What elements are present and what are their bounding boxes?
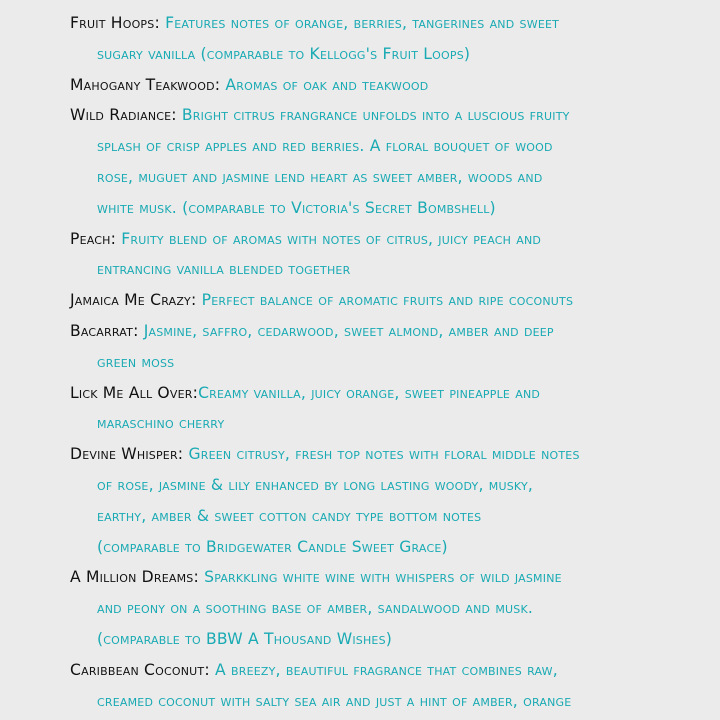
scent-entry-bacarrat — [70, 316, 700, 378]
scent-entry-wild-radiance — [70, 100, 700, 223]
scent-description: Sparkkling white wine with whispers of wild jasmine — [204, 568, 562, 587]
scent-entry-mahogany-teakwood — [70, 70, 700, 101]
scent-description-line: and peony on a soothing base of amber, sandalwood and musk. — [97, 599, 534, 618]
scent-description-line: of rose, jasmine & lily enhanced by long lasting woody, musky, — [97, 475, 534, 494]
scent-name: Fruit Hoops: — [70, 14, 160, 32]
scent-name: A Million Dreams: — [70, 568, 199, 587]
scent-description: Creamy vanilla, juicy orange, sweet pineapple and — [198, 383, 541, 402]
scent-description: A breezy, beautiful fragrance that combines raw, — [214, 660, 558, 679]
scent-entry-fruit-hoops — [70, 8, 700, 70]
scent-description-line: rose, muguet and jasmine lend heart as sweet amber, woods and — [97, 167, 543, 186]
scent-description: Features notes of orange, berries, tangerines and sweet — [165, 14, 560, 32]
scent-description-line: sugary vanilla (comparable to Kellogg's Fruit Loops) — [97, 44, 471, 63]
scent-name: Lick Me All Over: — [70, 383, 199, 402]
scent-description: Jasmine, saffro, cedarwood, sweet almond, amber and deep — [143, 321, 554, 340]
scent-description: Perfect balance of aromatic fruits and ripe coconuts — [201, 291, 574, 310]
scent-entry-peach — [70, 224, 700, 286]
scent-name: Caribbean Coconut: — [70, 660, 210, 679]
scent-description: Aromas of oak and teakwood — [225, 75, 429, 94]
scent-description-line: creamed coconut with salty sea air and just a hint of amber, orange — [97, 691, 572, 710]
scent-name: Wild Radiance: — [70, 106, 177, 125]
scent-entry-jamaica-me-crazy — [70, 285, 700, 316]
scent-entry-caribbean-coconut — [70, 655, 700, 717]
scent-description-line: green moss — [97, 352, 175, 371]
scent-description: Fruity blend of aromas with notes of citrus, juicy peach and — [121, 229, 542, 248]
scent-name: Mahogany Teakwood: — [70, 75, 221, 94]
scent-description-line: (comparable to Bridgewater Candle Sweet Grace) — [97, 537, 448, 556]
scent-description-line: (comparable to BBW A Thousand Wishes) — [97, 629, 393, 648]
scent-description-line: white musk. (comparable to Victoria's Secret Bombshell) — [97, 198, 496, 217]
scent-name: Devine Whisper: — [70, 445, 184, 464]
scent-description-line: earthy, amber & sweet cotton candy type bottom notes — [97, 506, 482, 525]
scent-description-line: maraschino cherry — [97, 414, 225, 433]
scent-name: Jamaica Me Crazy: — [70, 291, 197, 310]
scent-description-line: splash of crisp apples and red berries. A floral bouquet of wood — [97, 137, 553, 156]
scent-description: Bright citrus frangrance unfolds into a luscious fruity — [181, 106, 570, 125]
scent-description-line: entrancing vanilla blended together — [97, 260, 351, 279]
scent-entry-devine-whisper — [70, 439, 700, 562]
scent-name: Peach: — [70, 229, 117, 248]
scent-name: Bacarrat: — [70, 321, 139, 340]
scent-entry-lick-me-all-over — [70, 378, 700, 440]
scent-entry-a-million-dreams — [70, 562, 700, 654]
scent-description: Green citrusy, fresh top notes with floral middle notes — [188, 445, 580, 464]
